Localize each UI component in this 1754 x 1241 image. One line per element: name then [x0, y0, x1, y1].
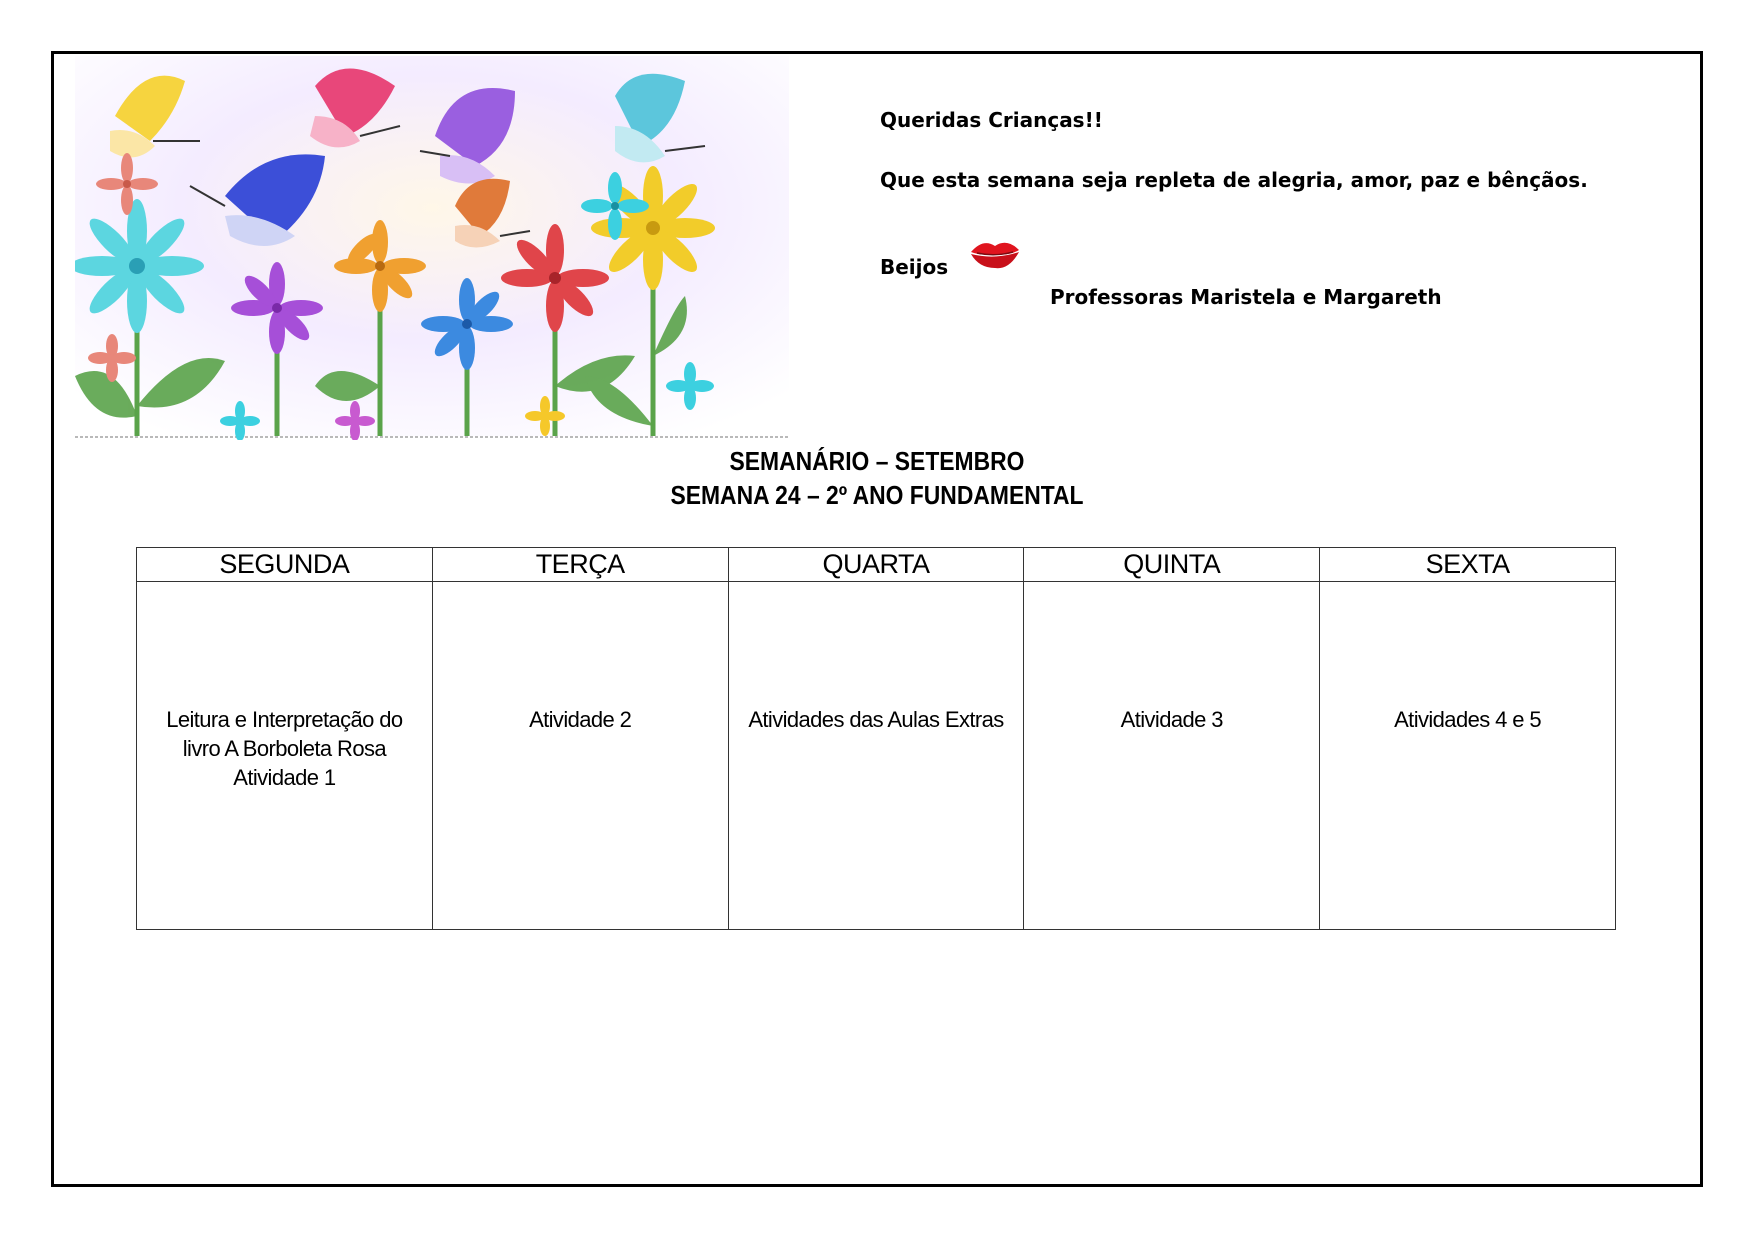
cell-tuesday: [432, 582, 728, 930]
cell-text: livro A Borboleta Rosa: [182, 736, 387, 761]
wish-text: Que esta semana seja repleta de alegria, amor, paz e bênçãos.: [880, 168, 1588, 192]
closing-text: Beijos: [880, 255, 949, 279]
header-wednesday: QUARTA: [728, 548, 1024, 582]
header-thursday: QUINTA: [1024, 548, 1320, 582]
page-subtitle: SEMANA 24 – 2º ANO FUNDAMENTAL: [670, 480, 1084, 510]
cell-thursday: [1024, 582, 1320, 930]
butterflies-and-flowers-icon: [75, 56, 789, 440]
cell-text: Atividades das Aulas Extras: [748, 707, 1004, 732]
header-friday: SEXTA: [1320, 548, 1616, 582]
cell-text: Atividades 4 e 5: [1394, 707, 1542, 732]
header-tuesday: TERÇA: [432, 548, 728, 582]
greeting-text: Queridas Crianças!!: [880, 108, 1103, 132]
weekly-schedule-table: [136, 547, 1616, 930]
cell-text: Atividade 1: [233, 765, 336, 790]
signature-text: Professoras Maristela e Margareth: [1050, 285, 1442, 309]
cell-wednesday: [728, 582, 1024, 930]
page-title: SEMANÁRIO – SETEMBRO: [729, 446, 1025, 476]
cell-friday: [1320, 582, 1616, 930]
cell-text: Atividade 2: [529, 707, 632, 732]
header-monday: SEGUNDA: [137, 548, 433, 582]
lips-kiss-icon: [969, 236, 1021, 272]
cell-text: Leitura e Interpretação do: [166, 707, 403, 732]
table-header-row: [137, 548, 1616, 582]
cell-monday: [137, 582, 433, 930]
cell-text: Atividade 3: [1120, 707, 1223, 732]
table-row: [137, 582, 1616, 930]
